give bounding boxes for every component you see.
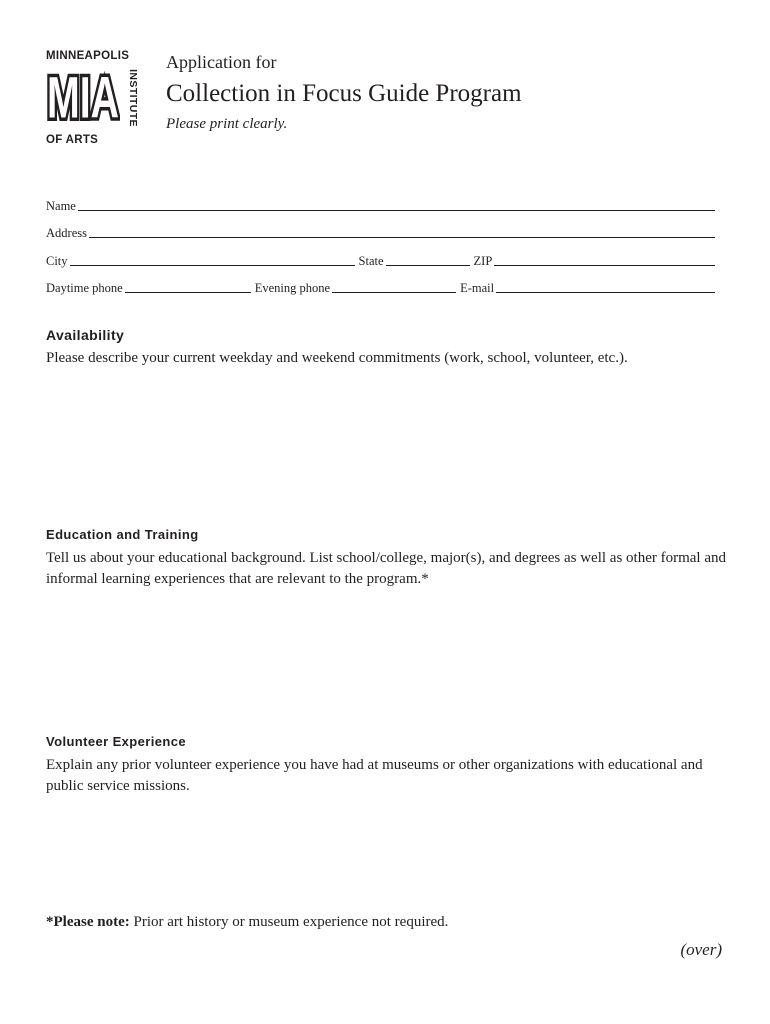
name-field[interactable] [78, 210, 715, 211]
city-label: City [46, 254, 68, 268]
evening-phone-field[interactable] [332, 292, 456, 293]
logo-side-text: INSTITUTE [126, 69, 139, 127]
zip-field[interactable] [494, 265, 715, 266]
availability-text: Please describe your current weekday and weekend commitments (work, school, volunteer, etc.). [46, 350, 628, 366]
print-instruction: Please print clearly. [166, 116, 288, 132]
city-field[interactable] [70, 265, 355, 266]
over-indicator: (over) [680, 940, 722, 959]
logo-bottom-text: OF ARTS [46, 134, 99, 146]
volunteer-answer-area[interactable] [46, 802, 726, 902]
email-field[interactable] [496, 292, 715, 293]
form-subtitle: Application for [166, 52, 277, 72]
address-row [46, 223, 715, 241]
daytime-phone-field[interactable] [125, 292, 251, 293]
state-label: State [358, 254, 384, 268]
volunteer-heading: Volunteer Experience [46, 734, 186, 749]
email-label: E-mail [460, 281, 495, 295]
footnote-label: *Please note: [46, 914, 130, 930]
footnote-text: Prior art history or museum experience not required. [129, 914, 449, 930]
name-label: Name [46, 199, 76, 213]
logo-mark-text: MIA [47, 67, 119, 129]
phone-email-row [46, 278, 715, 296]
state-field[interactable] [386, 265, 470, 266]
logo-mark [46, 67, 120, 129]
name-row [46, 196, 715, 214]
mia-logo [46, 50, 142, 150]
address-field[interactable] [89, 237, 715, 238]
volunteer-text: Explain any prior volunteer experience you have had at museums or other organizations with educational and public service missions. [46, 757, 703, 794]
address-label: Address [46, 226, 87, 240]
zip-label: ZIP [473, 254, 493, 268]
logo-top-text: MINNEAPOLIS [46, 50, 130, 62]
form-title: Collection in Focus Guide Program [166, 80, 522, 107]
education-text: Tell us about your educational background. List school/college, major(s), and degrees as well as other formal and informal learning experiences that are relevant to the program.* [46, 550, 726, 587]
education-answer-area[interactable] [46, 596, 726, 724]
education-heading: Education and Training [46, 527, 199, 542]
footnote [46, 914, 448, 931]
availability-heading: Availability [46, 327, 125, 343]
logo-side [125, 67, 140, 129]
city-state-zip-row [46, 251, 715, 269]
evening-phone-label: Evening phone [254, 281, 331, 295]
daytime-phone-label: Daytime phone [46, 281, 123, 295]
availability-answer-area[interactable] [46, 374, 726, 514]
